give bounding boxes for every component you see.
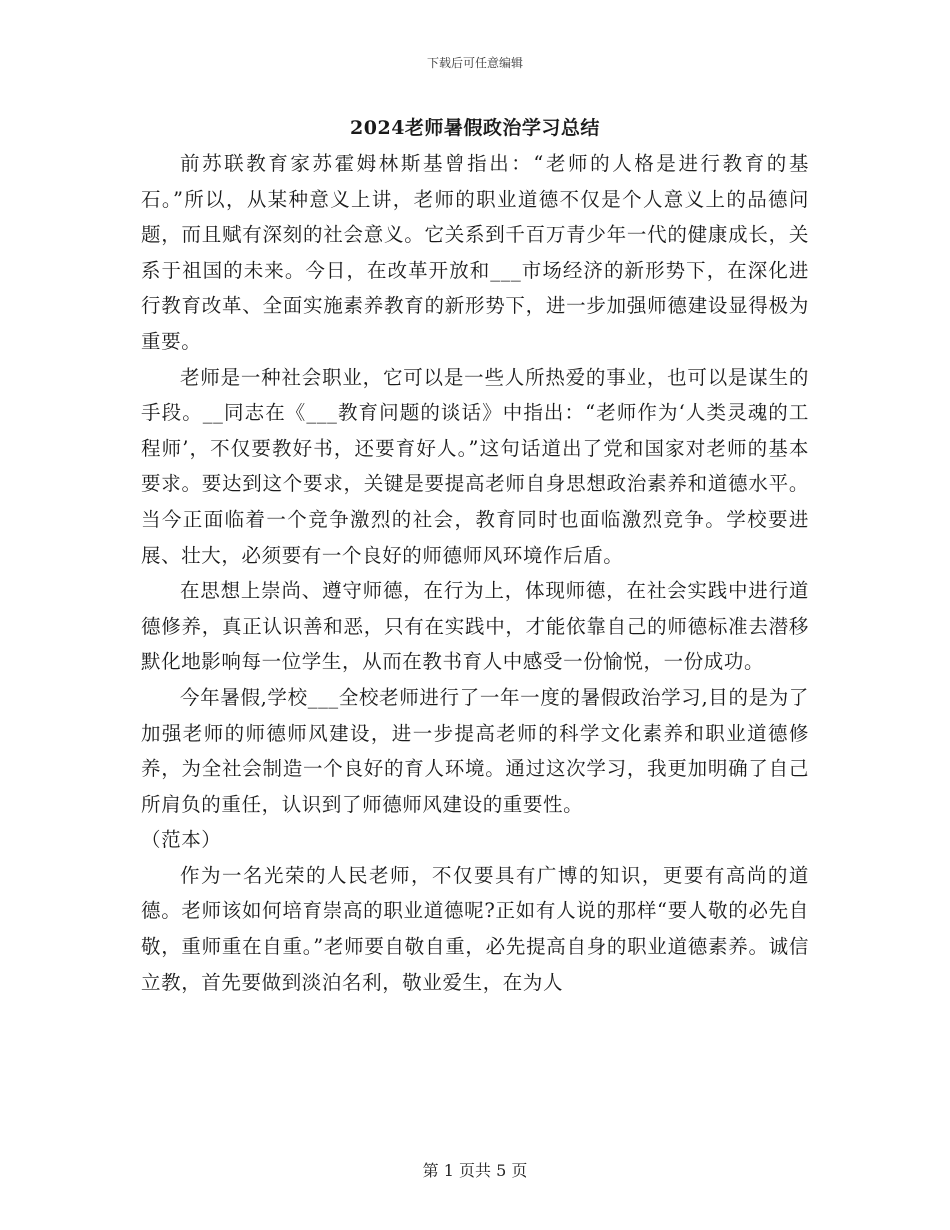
page-number: 第 1 页共 5 页 [422,1161,528,1180]
paragraph: 前苏联教育家苏霍姆林斯基曾指出：“老师的人格是进行教育的基石。”所以，从某种意义上讲，老师的职业道德不仅是个人意义上的品德问题，而且赋有深刻的社会意义。它关系到千百万青少年一代的健康成长，关系于祖国的未来。今日，在改革开放和___市场经济的新形势下，在深化进行教育改革、全面实施素养教育的新形势下，进一步加强师德建设显得极为重要。 [141,152,809,353]
sample-note: （范本） [141,828,222,852]
paragraph: 老师是一种社会职业，它可以是一些人所热爱的事业，也可以是谋生的手段。__同志在《___教育问题的谈话》中指出：“老师作为‘人类灵魂的工程师’，不仅要教好书，还要育好人。”这句话道出了党和国家对老师的基本要求。要达到这个要求，关键是要提高老师自身思想政治素养和道德水平。当今正面临着一个竞争激烈的社会，教育同时也面临激烈竞争。学校要进展、壮大，必须要有一个良好的师德师风环境作后盾。 [141,365,809,567]
paragraph: 在思想上崇尚、遵守师德，在行为上，体现师德，在社会实践中进行道德修养，真正认识善和恶，只有在实践中，才能依靠自己的师德标准去潜移默化地影响每一位学生，从而在教书育人中感受一份愉悦，一份成功。 [141,579,809,674]
header-note: 下载后可任意编辑 [426,56,523,70]
paragraph: 作为一名光荣的人民老师，不仅要具有广博的知识，更要有高尚的道德。老师该如何培育崇高的职业道德呢?正如有人说的那样“要人敬的必先自敬，重师重在自重。”老师要自敬自重，必先提高自身的职业道德素养。诚信立教，首先要做到淡泊名利，敬业爱生，在为人 [141,863,809,994]
page-title: 2024老师暑假政治学习总结 [350,117,600,139]
paragraph: 今年暑假,学校___全校老师进行了一年一度的暑假政治学习,目的是为了加强老师的师德师风建设，进一步提高老师的科学文化素养和职业道德修养，为全社会制造一个良好的育人环境。通过这次学习，我更加明确了自己所肩负的重任，认识到了师德师风建设的重要性。 [141,685,809,816]
document-body [141,146,809,1000]
